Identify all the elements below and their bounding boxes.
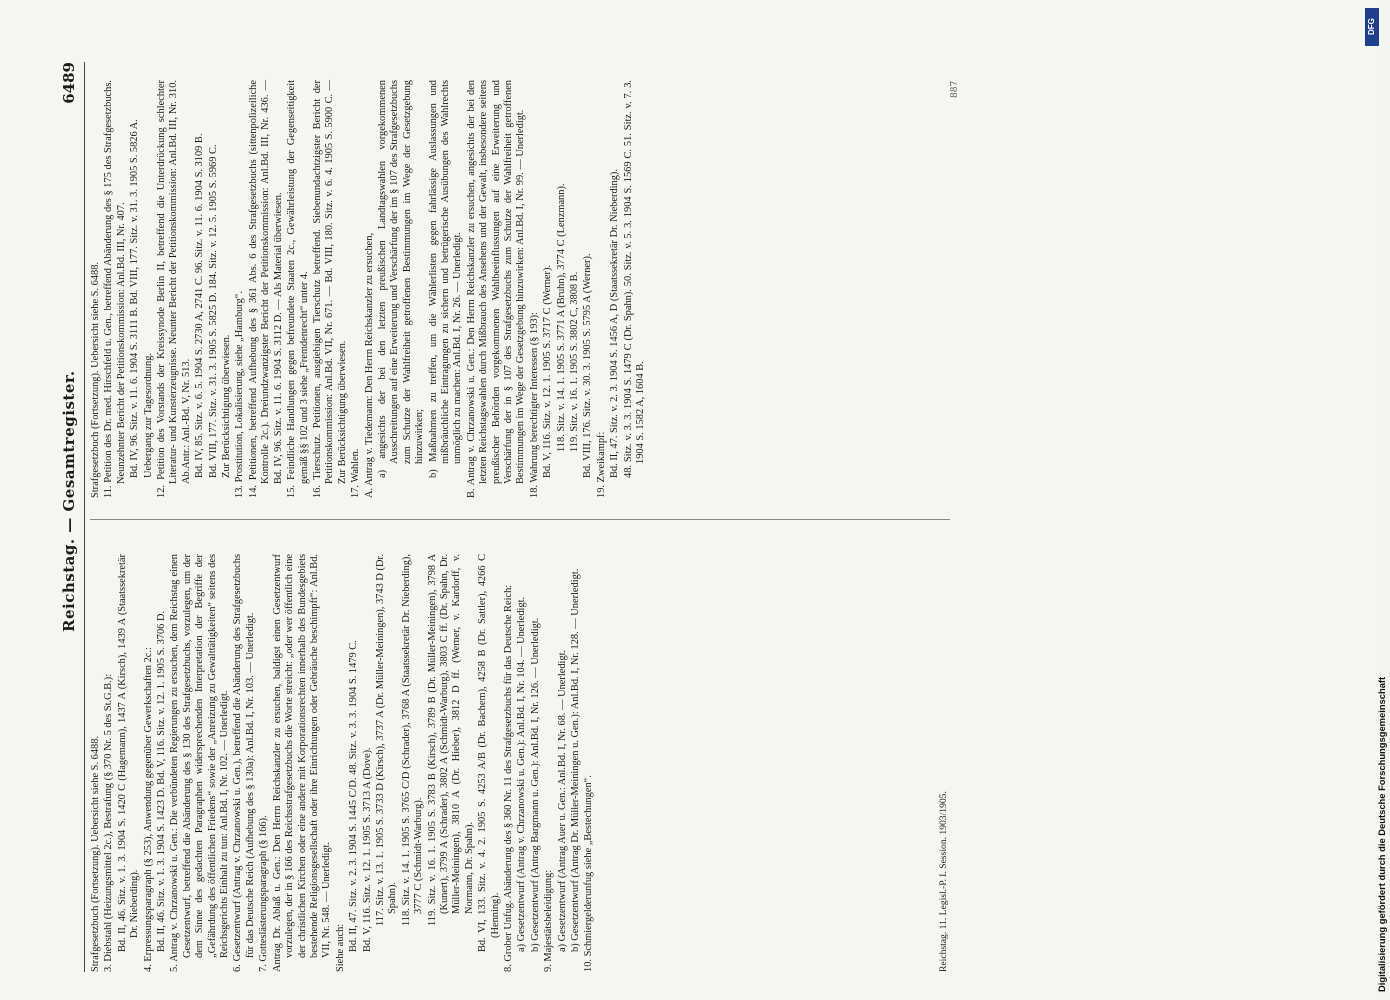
entry: 48. Sitz. v. 3. 3. 1904 S. 1479 C (Dr. Spahn). 50. Sitz. v. 5. 3. 1904 S. 1569 C. 51. Sitz. v. 7. 3. 1904 S. 1582 A, 1604 B. <box>622 80 647 478</box>
entry: Strafgesetzbuch (Fortsetzung). Uebersicht siehe S. 6488. <box>90 261 101 498</box>
entry: Bd. II, 46. Sitz. v. 1. 3. 1904 S. 1423 D. Bd. V, 116. Sitz. v. 12. 1. 1905 S. 3706 D. <box>156 610 168 952</box>
entry: 117. Sitz. v. 13. 1. 1905 S. 3733 D (Kirsch), 3737 A (Dr. Müller-Meiningen), 3743 D (Dr. Spahn). <box>374 554 399 926</box>
entry: 15. Feindliche Handlungen gegen befreundete Staaten 2c., Gewährleistung der Gegenseitigkeit gemäß §§ 102 und 3 siehe „Fremdenrecht“ unter 4. <box>286 80 310 498</box>
entry: Bd. V, 116. Sitz. v. 12. 1. 1905 S. 3717 C (Werner). <box>542 264 554 478</box>
entry: Bd. VIII, 176. Sitz. v. 30. 3. 1905 S. 5795 A (Werner). <box>582 253 594 478</box>
entry: 9. Majestätsbeleidigung: <box>543 869 555 972</box>
dfg-logo: DFG <box>1365 8 1379 46</box>
entry: 118. Sitz. v. 14. 1. 1905 S. 3771 A (Bruhn), 3774 C (Lenzmann). <box>555 183 567 452</box>
entry: Bd. II, 46. Sitz. v. 1. 3. 1904 S. 1420 C (Hagemann), 1437 A (Kirsch), 1439 A (Staatssekretär Dr. Nieberding). <box>116 554 141 952</box>
running-header <box>60 62 84 972</box>
entry: 5. Antrag v. Chrzanowski u. Gen.: Die verbündeten Regierungen zu ersuchen, dem Reichstag einen Gesetzentwurf, betreffend die Abänderung des § 130 des Strafgesetzbuchs, vorzulegen, um der dem Sinne des gedachten Paragraphen widersprechenden Interpretation der Begriffe der „Gefährdung des öffentlichen Friedens“ sowie der „Anreizung zu Gewalttätigkeiten“ seitens des Reichsgerichts Einhalt zu tun: Anl.Bd. I, Nr. 102. — Unerledigt. <box>169 554 231 972</box>
left-column <box>90 554 597 972</box>
entry: 118. Sitz. v. 14. 1. 1905 S. 3765 C/D (Schrader), 3768 A (Staatssekretär Dr. Nieberding), 3777 C (Schmidt-Warburg). <box>400 554 425 926</box>
digitization-credit: Digitalisierung gefördert durch die Deutsche Forschungsgemeinschaft <box>1376 676 1387 992</box>
page-footer <box>938 554 949 972</box>
entry: A. Antrag v. Tiedemann: Den Herrn Reichskanzler zu ersuchen, <box>363 232 375 498</box>
entry: 14. Petitionen, betreffend Aufhebung des § 361 Abs. 6 des Strafgesetzbuchs (sittenpolizeiliche Kontrolle 2c.). Dreiundzwanzigster Bericht der Petitionskommission: Anl.Bd. III, Nr. 436. — Bd. IV, 96. Sitz. v. 11. 6. 1904 S. 3112 D. — Als Material überwiesen. <box>247 80 284 498</box>
entry: 8. Grober Unfug. Abänderung des § 360 Nr. 11 des Strafgesetzbuchs für das Deutsche Reich: <box>503 584 514 972</box>
entry: Zur Berücksichtigung überwiesen. <box>221 334 233 478</box>
entry: Bd. IV, 96. Sitz. v. 11. 6. 1904 S. 3111 B. Bd. VIII, 177. Sitz. v. 31. 3. 1905 S. 5826 A. <box>129 119 141 478</box>
entry: Bd. VIII, 177. Sitz. v. 31. 3. 1905 S. 5825 D. 184. Sitz. v. 12. 5. 1905 S. 5969 C. <box>207 144 219 478</box>
entry: a) angesichts der bei den letzten preußischen Landtagswahlen vorgekommenen Ausschreitungen auf eine Erweiterung und Verschärfung der im § 107 des Strafgesetzbuchs zum Schutze der Wahlfreiheit getroffenen Bestimmungen im Wege der Gesetzgebung hinzuwirken; <box>376 80 426 478</box>
entry: 17. Wahlen. <box>350 448 362 498</box>
entry: B. Antrag v. Chrzanowski u. Gen.: Den Herrn Reichskanzler zu ersuchen, angesichts der bei den letzten Reichstagswahlen durch Mißbrauch des Ansehens und der Gewalt, insbesondere seitens preußischer Behörden vorgekommenen Wahlbeeinflussungen auf eine Erweiterung und Verschärfung der in § 107 des Strafgesetzbuchs zum Schutze der Wahlfreiheit getroffenen Bestimmungen im Wege der Gesetzgebung hinzuwirken: Anl.Bd. I, Nr. 99. — Unerledigt. <box>465 80 527 498</box>
header-title: Reichstag. — Gesamtregister. <box>60 370 78 632</box>
entry: 13. Prostitution, Lokalisierung, siehe „Hamburg“. <box>234 290 246 498</box>
entry: 18. Wahrung berechtigter Interessen (§ 193): <box>528 312 540 498</box>
entry: Bd. II, 47. Sitz. v. 2. 3. 1904 S. 1445 C/D. 48. Sitz. v. 3. 3. 1904 S. 1479 C. <box>348 640 360 952</box>
entry: a) Gesetzentwurf (Antrag Auer u. Gen.: Anl.Bd. I, Nr. 68. — Unerledigt. <box>556 649 568 952</box>
header-rule <box>84 62 85 972</box>
entry: 10. Schmiergelderunfug siehe „Bestechungen“. <box>583 775 595 972</box>
entry: 7. Gotteslästerungsparagraph (§ 166). <box>258 815 270 972</box>
entry: Bd. II, 47. Sitz. v. 2. 3. 1904 S. 1456 A, D (Staatssekretär Dr. Nieberding). <box>609 169 621 478</box>
entry: b) Gesetzentwurf (Antrag Dr. Müller-Meiningen u. Gen.): Anl.Bd. I, Nr. 128. — Unerledigt. <box>570 568 582 952</box>
entry: Bd. IV, 85. Sitz. v. 6. 5. 1904 S. 2730 A, 2741 C. 96. Sitz. v. 11. 6. 1904 S. 3109 B. <box>194 133 206 478</box>
entry: 4. Erpressungsparagraph (§ 253), Anwendung gegenüber Gewerkschaften 2c.: <box>142 647 154 972</box>
entry: b) Gesetzentwurf (Antrag Bargmann u. Gen.): Anl.Bd. I, Nr. 126. — Unerledigt. <box>529 617 541 952</box>
rotated-content <box>60 62 1365 972</box>
entry: 3. Diebstahl (Heizungsmittel 2c.), Bestrafung (§ 370 Nr. 5 des St.G.B.): <box>103 673 115 972</box>
entry: 19. Zweikampf: <box>595 431 607 498</box>
entry: 12. Petition des Vorstands der Kreissynode Berlin II, betreffend die Unterdrückung schlechter Literatur- und Kunsterzeugnisse. Neunter Bericht der Petitionskommission: Anl.Bd. III, Nr. 310. Ab.Antr.: Anl.-Bd. V, Nr. 513. <box>156 80 192 498</box>
entry: Strafgesetzbuch (Fortsetzung). Uebersicht siehe S. 6488. <box>90 735 101 972</box>
entry: 119. Sitz. v. 16. 1. 1905 S. 3802 C, 3808 B. <box>569 271 581 452</box>
right-column <box>90 80 648 498</box>
entry: 11. Petition des Dr. med. Hirschfeld u. Gen., betreffend Abänderung des § 175 des Strafgesetzbuchs. Neunzehnter Bericht der Petitionskommission: Anl.Bd. III, Nr. 407. <box>103 80 127 498</box>
entry: 6. Gesetzentwurf (Antrag v. Chrzanowski u. Gen.), betreffend die Abänderung des Strafgesetzbuchs für das Deutsche Reich (Aufhebung des § 130a): Anl.Bd. I, Nr. 103. — Unerledigt. <box>232 554 256 972</box>
footer-source: Reichstag. 11. Legisl.-P. I. Session. 1903/1905. <box>938 791 949 972</box>
entry: 16. Tierschutz. Petitionen, ausgiebigen Tierschutz betreffend. Siebenundachtzigster Bericht der Petitionskommission: Anl.Bd. VII, Nr. 671. — Bd. VIII, 180. Sitz. v. 6. 4. 1905 S. 5900 C. — Zur Berücksichtigung überwiesen. <box>311 80 348 498</box>
entry: Uebergang zur Tagesordnung. <box>142 353 154 478</box>
entry: a) Gesetzentwurf (Antrag v. Chrzanowski u. Gen.): Anl.Bd. I, Nr. 104. — Unerledigt. <box>516 596 528 952</box>
signature-number: 887 <box>950 80 960 98</box>
entry: Siehe auch: <box>334 923 346 972</box>
entry: Antrag Dr. Ablaß u. Gen.: Den Herrn Reichskanzler zu ersuchen, baldigst einen Gesetzentwurf vorzulegen, der in § 166 des Reichsstrafgesetzbuchs die Worte streicht: „oder wer öffentlich eine der christlichen Kirchen oder eine andere mit Korporationsrechten innerhalb des Bundesgebiets bestehende Religionsgesellschaft oder ihre Einrichtungen oder Gebräuche beschimpft“: Anl.Bd. VII, Nr. 548. — Unerledigt. <box>271 554 333 972</box>
entry: Bd. V, 116. Sitz. v. 12. 1. 1905 S. 3713 A (Dove). <box>361 747 373 952</box>
page-number: 6489 <box>60 62 78 104</box>
entry: b) Maßnahmen zu treffen, um die Wählerlisten gegen fahrlässige Auslassungen und mißbräuchliche Eintragungen zu sichern und betrügerische Ausübungen des Wahlrechts unmöglich zu machen: Anl.Bd. I, Nr. 26. — Unerledigt. <box>427 80 464 478</box>
entry: 119. Sitz. v. 16. 1. 1905 S. 3783 B (Kirsch), 3789 B (Dr. Müller-Meiningen), 3798 A (Kunert), 3799 A (Schrader), 3802 A (Schmidt-Warburg), 3803 C ff. (Dr. Spahn, Dr. Müller-Meiningen), 3810 A (Dr. Hieber), 3812 D ff. (Werner, v. Kardorff, v. Normann, Dr. Spahn). <box>426 554 475 926</box>
entry: Bd. VI, 133. Sitz. v. 4. 2. 1905 S. 4253 A/B (Dr. Bachem), 4258 B (Dr. Sattler), 4266 C (Henning). <box>477 554 501 952</box>
column-separator <box>90 519 950 520</box>
